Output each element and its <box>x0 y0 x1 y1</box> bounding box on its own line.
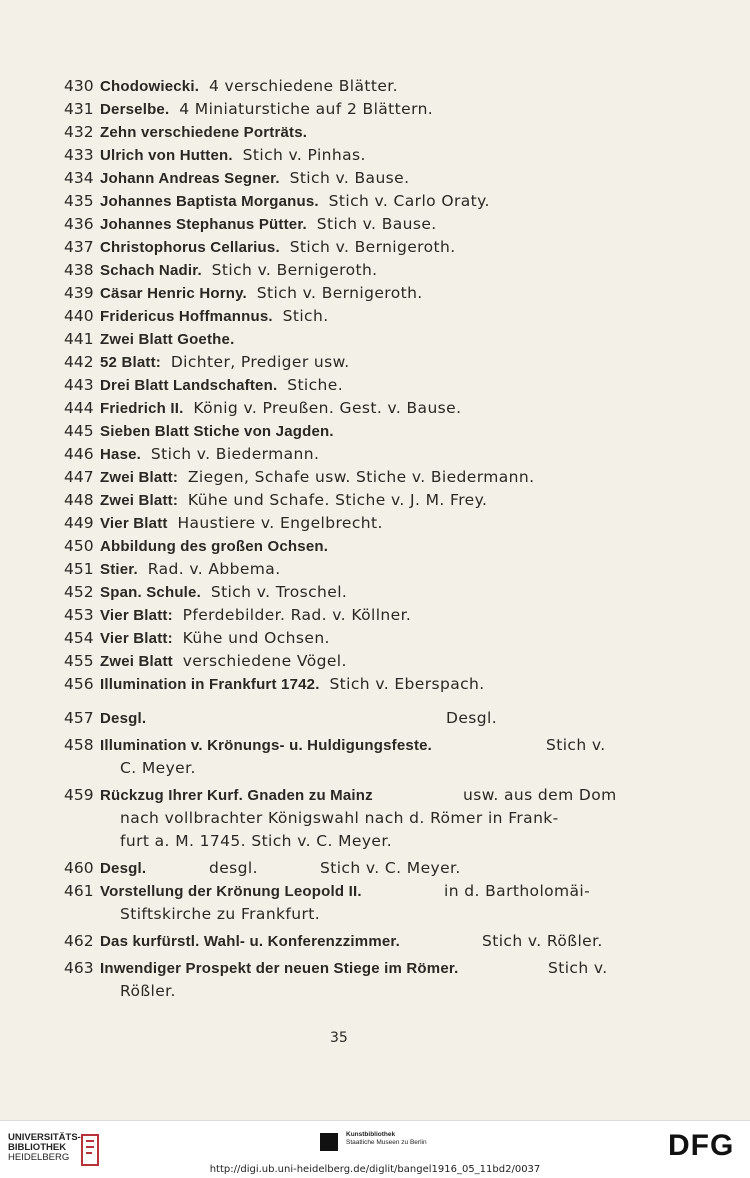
entry-number: 463 <box>64 959 94 977</box>
entry-number: 440 <box>64 307 94 325</box>
ub-heidelberg-logo-text <box>8 1133 81 1163</box>
entry-number: 453 <box>64 606 94 624</box>
ub-line3: HEIDELBERG <box>8 1152 70 1163</box>
entry-number: 441 <box>64 330 94 348</box>
entry-number: 447 <box>64 468 94 486</box>
entry-title: Ulrich von Hutten. <box>100 147 233 164</box>
entry-number: 462 <box>64 932 94 950</box>
entry-433 <box>64 144 624 167</box>
entry-number: 438 <box>64 261 94 279</box>
entry-447 <box>64 466 624 489</box>
entry-title: Das kurfürstl. Wahl- u. Konferenzzimmer. <box>100 933 400 950</box>
entry-desc: Rad. v. Abbema. <box>147 560 281 578</box>
entry-460-mid: desgl. <box>209 859 258 877</box>
entry-title: Abbildung des großen Ochsen. <box>100 538 329 555</box>
entry-number: 448 <box>64 491 94 509</box>
entry-450 <box>64 535 624 558</box>
entry-title: Schach Nadir. <box>100 262 202 279</box>
entry-desc: Kühe und Schafe. Stiche v. J. M. Frey. <box>187 491 488 509</box>
entry-459-cont2: furt a. M. 1745. Stich v. C. Meyer. <box>120 832 393 850</box>
entry-457-desc: Desgl. <box>446 709 498 727</box>
entry-title: Zwei Blatt: <box>100 469 179 486</box>
entry-desc: Haustiere v. Engelbrecht. <box>177 514 383 532</box>
entry-number: 456 <box>64 675 94 693</box>
entry-440 <box>64 305 624 328</box>
entry-430 <box>64 75 624 98</box>
entry-title: Johannes Baptista Morganus. <box>100 193 319 210</box>
entry-442 <box>64 351 624 374</box>
entry-title: Illumination in Frankfurt 1742. <box>100 676 320 693</box>
entry-number: 452 <box>64 583 94 601</box>
entry-number: 437 <box>64 238 94 256</box>
entry-title: Span. Schule. <box>100 584 201 601</box>
entry-456 <box>64 673 624 696</box>
entry-453 <box>64 604 624 627</box>
entry-452 <box>64 581 624 604</box>
entry-title: Cäsar Henric Horny. <box>100 285 247 302</box>
entry-title: Zwei Blatt: <box>100 492 179 509</box>
entry-title: Zwei Blatt <box>100 653 173 670</box>
entry-459-desc: usw. aus dem Dom <box>463 786 617 804</box>
entry-444 <box>64 397 624 420</box>
entry-461-desc: in d. Bartholomäi- <box>444 882 591 900</box>
entry-title: Chodowiecki. <box>100 78 200 95</box>
entry-number: 458 <box>64 736 94 754</box>
entry-449 <box>64 512 624 535</box>
entry-title: Desgl. <box>100 710 147 727</box>
entry-460-desc: Stich v. C. Meyer. <box>320 859 461 877</box>
entry-463-cont: Rößler. <box>120 982 176 1000</box>
entry-458-desc: Stich v. <box>546 736 606 754</box>
entry-title: Christophorus Cellarius. <box>100 239 280 256</box>
entry-title: Zwei Blatt Goethe. <box>100 331 235 348</box>
entry-number: 433 <box>64 146 94 164</box>
entry-title: Vier Blatt: <box>100 630 173 647</box>
entry-number: 431 <box>64 100 94 118</box>
entry-number: 432 <box>64 123 94 141</box>
entry-459-cont1: nach vollbrachter Königswahl nach d. Römer in Frank- <box>120 809 559 827</box>
entry-desc: Stich v. Biedermann. <box>150 445 320 463</box>
entry-desc: Pferdebilder. Rad. v. Köllner. <box>182 606 412 624</box>
entry-448 <box>64 489 624 512</box>
entry-title: Inwendiger Prospekt der neuen Stiege im Römer. <box>100 960 459 977</box>
entry-number: 435 <box>64 192 94 210</box>
entry-desc: Stich v. Eberspach. <box>329 675 485 693</box>
entry-desc: Stich v. Bernigeroth. <box>256 284 423 302</box>
entry-458-cont: C. Meyer. <box>120 759 196 777</box>
entry-title: Johannes Stephanus Pütter. <box>100 216 307 233</box>
entry-number: 454 <box>64 629 94 647</box>
page-number: 35 <box>330 1030 348 1046</box>
entry-desc: Ziegen, Schafe usw. Stiche v. Biedermann. <box>187 468 535 486</box>
entry-desc: Stich v. Pinhas. <box>242 146 366 164</box>
entry-454 <box>64 627 624 650</box>
entry-number: 459 <box>64 786 94 804</box>
entry-number: 436 <box>64 215 94 233</box>
dfg-logo: DFG <box>668 1129 735 1162</box>
entry-number: 457 <box>64 709 94 727</box>
entry-438 <box>64 259 624 282</box>
entry-number: 451 <box>64 560 94 578</box>
entry-435 <box>64 190 624 213</box>
entry-title: Stier. <box>100 561 138 578</box>
entry-title: Fridericus Hoffmannus. <box>100 308 273 325</box>
entry-title: Sieben Blatt Stiche von Jagden. <box>100 423 334 440</box>
entry-title: Rückzug Ihrer Kurf. Gnaden zu Mainz <box>100 787 373 804</box>
entry-463-desc: Stich v. <box>548 959 608 977</box>
entry-desc: Stich. <box>282 307 329 325</box>
kunstbibliothek-icon <box>320 1133 338 1151</box>
entry-441 <box>64 328 624 351</box>
entry-title: Johann Andreas Segner. <box>100 170 280 187</box>
entry-432 <box>64 121 624 144</box>
entry-462-desc: Stich v. Rößler. <box>482 932 603 950</box>
entry-436 <box>64 213 624 236</box>
kb-line1: Kunstbibliothek <box>346 1131 396 1138</box>
entry-number: 445 <box>64 422 94 440</box>
entry-desc: Stich v. Bause. <box>316 215 437 233</box>
entry-desc: Stich v. Bernigeroth. <box>211 261 378 279</box>
ub-line2: BIBLIOTHEK <box>8 1142 67 1153</box>
entry-number: 450 <box>64 537 94 555</box>
entry-number: 442 <box>64 353 94 371</box>
entry-desc: 4 Miniaturstiche auf 2 Blättern. <box>179 100 434 118</box>
source-url-link[interactable]: http://digi.ub.uni-heidelberg.de/diglit/bangel1916_05_11bd2/0037 <box>209 1164 541 1175</box>
entry-446 <box>64 443 624 466</box>
entry-desc: 4 verschiedene Blätter. <box>208 77 398 95</box>
entry-number: 444 <box>64 399 94 417</box>
entry-437 <box>64 236 624 259</box>
entry-desc: Kühe und Ochsen. <box>182 629 330 647</box>
entry-number: 443 <box>64 376 94 394</box>
entry-number: 430 <box>64 77 94 95</box>
entry-title: Vier Blatt: <box>100 607 173 624</box>
entry-number: 455 <box>64 652 94 670</box>
entry-desc: Stich v. Bause. <box>289 169 410 187</box>
entry-desc: Stiche. <box>287 376 344 394</box>
entry-443 <box>64 374 624 397</box>
entry-number: 449 <box>64 514 94 532</box>
entry-title: Vier Blatt <box>100 515 168 532</box>
entry-445 <box>64 420 624 443</box>
entry-title: Illumination v. Krönungs- u. Huldigungsfeste. <box>100 737 433 754</box>
entry-457 <box>64 707 624 730</box>
entry-439 <box>64 282 624 305</box>
entry-desc: Stich v. Bernigeroth. <box>289 238 456 256</box>
entry-number: 461 <box>64 882 94 900</box>
entry-458 <box>64 734 624 757</box>
entry-451 <box>64 558 624 581</box>
entry-431 <box>64 98 624 121</box>
entry-number: 434 <box>64 169 94 187</box>
entry-title: Friedrich II. <box>100 400 184 417</box>
entry-title: 52 Blatt: <box>100 354 161 371</box>
kb-line2: Staatliche Museen zu Berlin <box>346 1139 427 1146</box>
entry-desc: verschiedene Vögel. <box>182 652 347 670</box>
entry-number: 439 <box>64 284 94 302</box>
entry-desc: Stich v. Carlo Oraty. <box>328 192 490 210</box>
entry-number: 460 <box>64 859 94 877</box>
entry-455 <box>64 650 624 673</box>
entry-title: Desgl. <box>100 860 147 877</box>
entry-desc: König v. Preußen. Gest. v. Bause. <box>193 399 462 417</box>
entry-461-cont: Stiftskirche zu Frankfurt. <box>120 905 321 923</box>
entry-463 <box>64 957 624 980</box>
ub-line1: UNIVERSITÄTS- <box>8 1132 81 1143</box>
entry-title: Derselbe. <box>100 101 170 118</box>
entry-title: Zehn verschiedene Porträts. <box>100 124 308 141</box>
entry-title: Vorstellung der Krönung Leopold II. <box>100 883 362 900</box>
entry-desc: Stich v. Troschel. <box>210 583 348 601</box>
entry-434 <box>64 167 624 190</box>
entry-number: 446 <box>64 445 94 463</box>
entry-title: Hase. <box>100 446 142 463</box>
entry-title: Drei Blatt Landschaften. <box>100 377 278 394</box>
entry-desc: Dichter, Prediger usw. <box>170 353 350 371</box>
